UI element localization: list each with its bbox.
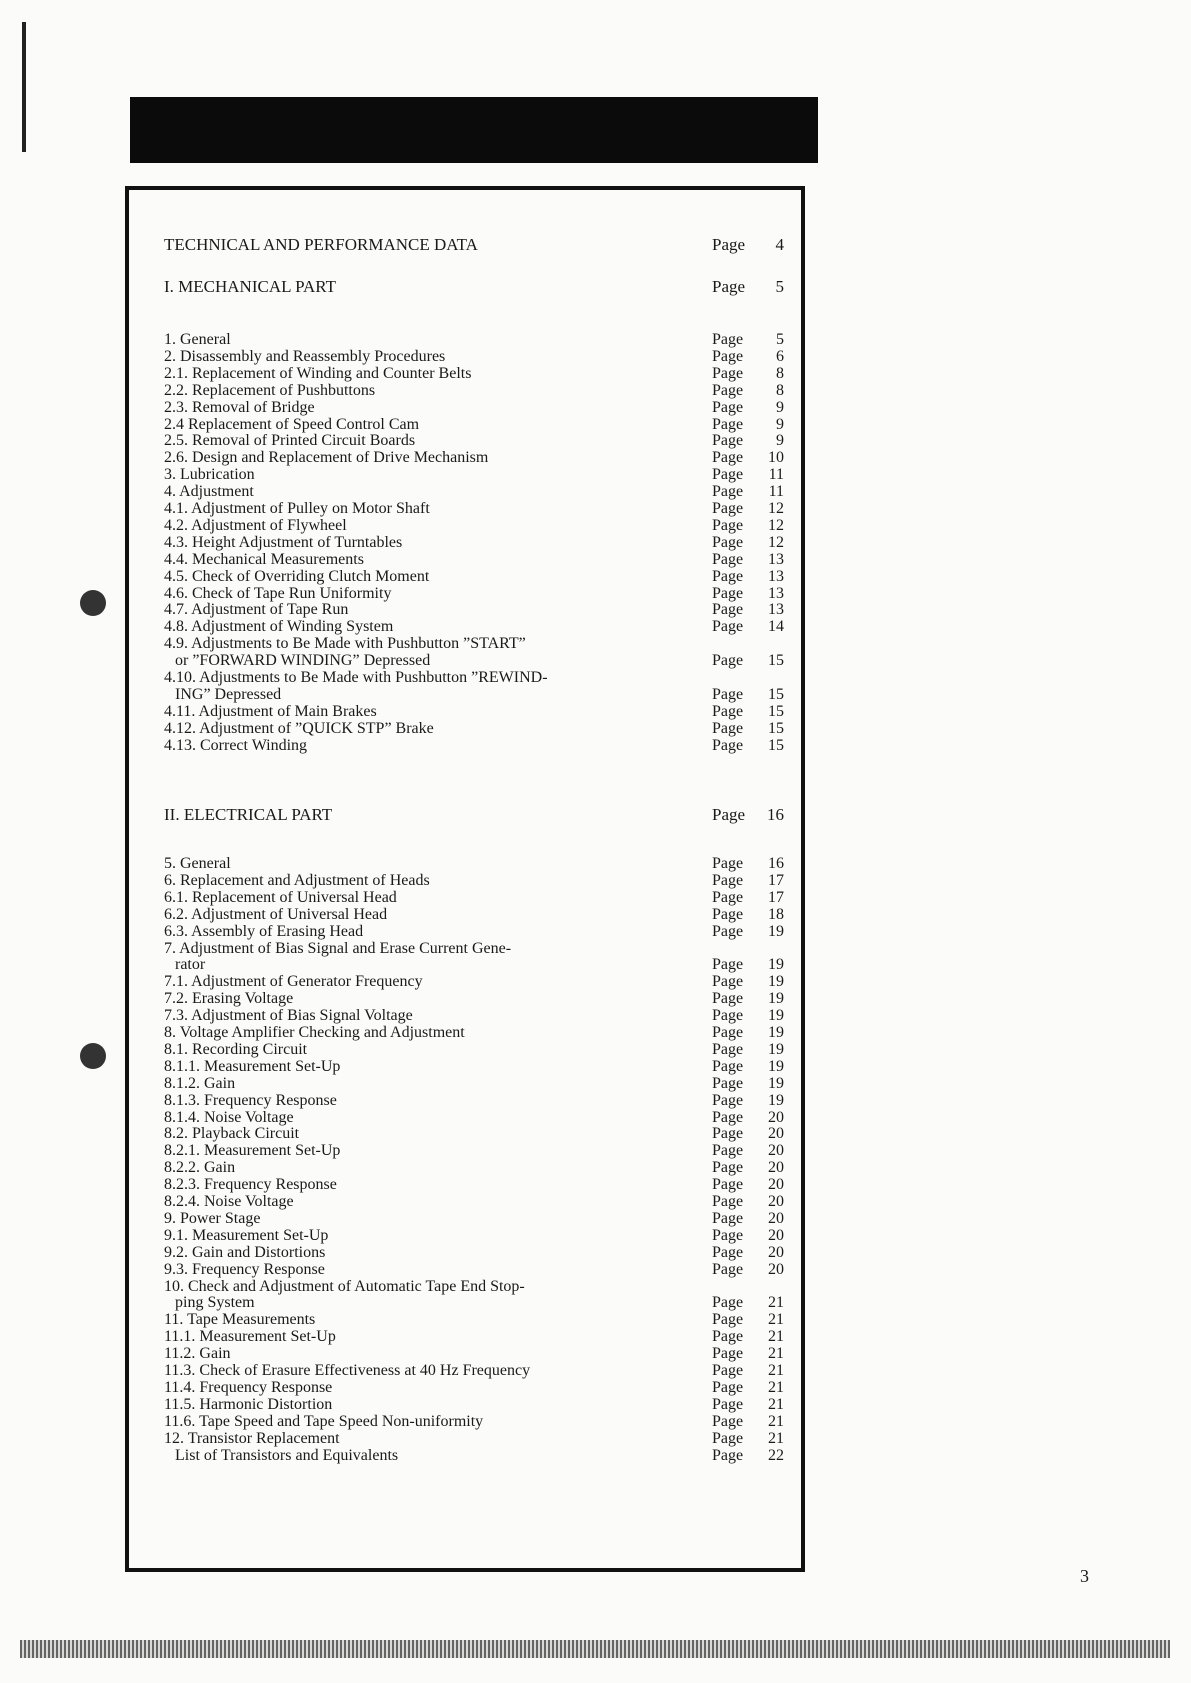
toc-page-number: 15 <box>768 702 784 720</box>
toc-entry <box>129 1092 801 1109</box>
toc-entry-title: 12. Transistor Replacement <box>164 1429 340 1447</box>
toc-entry <box>129 517 801 534</box>
toc-page-ref: Page 13 <box>712 584 784 602</box>
toc-page-number: 9 <box>776 398 784 416</box>
toc-entry <box>129 1447 801 1464</box>
toc-page-ref: Page 13 <box>712 550 784 568</box>
toc-entry-title: 2.4 Replacement of Speed Control Cam <box>164 415 420 433</box>
toc-page-ref: Page 13 <box>712 567 784 585</box>
toc-page-number: 19 <box>768 1074 784 1092</box>
toc-page-number: 4 <box>775 235 784 254</box>
toc-entry-title: 7.3. Adjustment of Bias Signal Voltage <box>164 1007 413 1025</box>
toc-page-number: 16 <box>767 805 784 824</box>
toc-entry-title: 11.6. Tape Speed and Tape Speed Non-uniformity <box>164 1412 484 1430</box>
toc-entry-title: 7. Adjustment of Bias Signal and Erase Current Gene- <box>164 939 512 957</box>
toc-page-number: 19 <box>768 956 784 974</box>
punch-hole-top <box>80 590 106 616</box>
toc-page-ref: Page 19 <box>712 1024 784 1041</box>
toc-entry-title: 8.2.4. Noise Voltage <box>164 1193 294 1210</box>
toc-page-number: 5 <box>775 277 784 296</box>
toc-page-number: 5 <box>776 331 784 348</box>
toc-page-number: 13 <box>768 584 784 602</box>
page-number: 3 <box>1080 1566 1089 1586</box>
toc-entry <box>129 449 801 466</box>
toc-entry-title: 8.2. Playback Circuit <box>164 1125 300 1143</box>
toc-page-ref: Page 15 <box>712 652 784 670</box>
toc-page-ref: Page 19 <box>712 922 784 940</box>
toc-entry-title: 3. Lubrication <box>164 466 255 484</box>
toc-page-number: 15 <box>768 685 784 703</box>
toc-entry <box>129 1379 801 1396</box>
toc-page-ref: Page 20 <box>712 1260 784 1278</box>
toc-entry <box>129 1294 801 1311</box>
toc-page-number: 21 <box>768 1378 784 1396</box>
toc-page-number: 20 <box>768 1226 784 1244</box>
toc-page-ref: Page 21 <box>712 1311 784 1329</box>
toc-page-number: 13 <box>768 601 784 619</box>
toc-entry-title: 6.2. Adjustment of Universal Head <box>164 905 388 923</box>
toc-page-number: 20 <box>768 1108 784 1126</box>
toc-entry-title: 4.11. Adjustment of Main Brakes <box>164 702 377 720</box>
toc-entry <box>129 1345 801 1362</box>
toc-page-number: 19 <box>768 1091 784 1109</box>
punch-hole-bottom <box>80 1043 106 1069</box>
toc-entry-title: 4.1. Adjustment of Pulley on Motor Shaft <box>164 500 430 517</box>
toc-entry <box>129 1328 801 1345</box>
toc-page-ref: Page 14 <box>712 618 784 636</box>
toc-entry <box>129 500 801 517</box>
toc-page-ref: Page 20 <box>712 1176 784 1194</box>
toc-page-number: 11 <box>768 483 784 501</box>
toc-section-heading <box>129 278 801 295</box>
toc-page-number: 20 <box>768 1193 784 1210</box>
toc-page-number: 9 <box>776 432 784 450</box>
toc-entry-title: 11.5. Harmonic Distortion <box>164 1395 333 1413</box>
toc-entry-title: 4.3. Height Adjustment of Turntables <box>164 533 403 551</box>
toc-entry-title: 9.1. Measurement Set-Up <box>164 1226 329 1244</box>
toc-entry-title: 4.9. Adjustments to Be Made with Pushbutton ”START” <box>164 635 526 653</box>
toc-entry-title: 4.6. Check of Tape Run Uniformity <box>164 584 392 602</box>
toc-page-ref: Page 12 <box>712 500 784 517</box>
toc-entry-title: 5. General <box>164 855 231 872</box>
toc-page-ref: Page 4 <box>712 235 784 254</box>
toc-page-number: 14 <box>768 618 784 636</box>
toc-entry <box>129 737 801 754</box>
toc-page-number: 19 <box>768 973 784 991</box>
toc-page-ref: Page 19 <box>712 1091 784 1109</box>
toc-entry <box>129 1024 801 1041</box>
scan-edge-mark <box>22 22 26 152</box>
toc-entry <box>129 1311 801 1328</box>
toc-entry <box>129 940 801 957</box>
toc-entry-title: 11.1. Measurement Set-Up <box>164 1328 336 1346</box>
toc-entry <box>129 720 801 737</box>
toc-entry <box>129 1362 801 1379</box>
toc-page-ref: Page 21 <box>712 1328 784 1346</box>
toc-page-ref: Page 5 <box>712 277 784 296</box>
toc-entry <box>129 551 801 568</box>
toc-entry <box>129 1278 801 1295</box>
toc-entry-title: 4.8. Adjustment of Winding System <box>164 618 394 636</box>
toc-entry-title: 8.1.1. Measurement Set-Up <box>164 1057 341 1075</box>
toc-entry-title: 8.2.2. Gain <box>164 1159 236 1177</box>
toc-page-ref: Page 16 <box>712 855 784 872</box>
toc-entry-title: 11.2. Gain <box>164 1345 231 1363</box>
toc-page-ref: Page 8 <box>712 381 784 399</box>
toc-entry-title: 4.12. Adjustment of ”QUICK STP” Brake <box>164 719 434 737</box>
toc-entry <box>129 1227 801 1244</box>
toc-entry-title: 2.5. Removal of Printed Circuit Boards <box>164 432 416 450</box>
toc-entry-title: 10. Check and Adjustment of Automatic Tape End Stop- <box>164 1277 525 1295</box>
toc-entry-title: 4.7. Adjustment of Tape Run <box>164 601 349 619</box>
toc-page-number: 19 <box>768 922 784 940</box>
toc-page-ref: Page 6 <box>712 347 784 365</box>
toc-page-number: 15 <box>768 719 784 737</box>
toc-page-ref: Page 11 <box>712 466 784 484</box>
toc-entry-title: 4.2. Adjustment of Flywheel <box>164 516 347 534</box>
toc-page-ref: Page 15 <box>712 702 784 720</box>
toc-page-ref: Page 19 <box>712 1007 784 1025</box>
toc-page-number: 12 <box>768 500 784 517</box>
toc-page-number: 12 <box>768 516 784 534</box>
toc-entry <box>129 1176 801 1193</box>
toc-entry <box>129 635 801 652</box>
toc-page-ref: Page 16 <box>712 805 784 824</box>
toc-entry-title: 4.5. Check of Overriding Clutch Moment <box>164 567 430 585</box>
toc-section-heading <box>129 806 801 823</box>
toc-page-number: 13 <box>768 567 784 585</box>
toc-entry <box>129 1125 801 1142</box>
toc-entry <box>129 466 801 483</box>
toc-entry <box>129 652 801 669</box>
toc-entry <box>129 1413 801 1430</box>
toc-entry <box>129 416 801 433</box>
toc-page-number: 20 <box>768 1243 784 1261</box>
toc-entry <box>129 1075 801 1092</box>
toc-entry <box>129 1193 801 1210</box>
toc-page-number: 20 <box>768 1125 784 1143</box>
toc-entry-title: 9. Power Stage <box>164 1209 261 1227</box>
toc-entry-title: or ”FORWARD WINDING” Depressed <box>175 652 431 670</box>
toc-page-ref: Page 20 <box>712 1125 784 1143</box>
toc-page-ref: Page 12 <box>712 516 784 534</box>
toc-page-number: 19 <box>768 1057 784 1075</box>
scan-bottom-strip <box>20 1640 1170 1658</box>
toc-page-ref: Page 20 <box>712 1142 784 1160</box>
toc-section-heading <box>129 236 801 253</box>
toc-entry <box>129 1058 801 1075</box>
toc-page-ref: Page 9 <box>712 415 784 433</box>
toc-entry-title: 4.13. Correct Winding <box>164 736 308 754</box>
toc-entry <box>129 956 801 973</box>
toc-page-number: 20 <box>768 1142 784 1160</box>
toc-entry-title: 11.3. Check of Erasure Effectiveness at 40 Hz Frequency <box>164 1362 531 1379</box>
toc-page-number: 17 <box>768 888 784 906</box>
toc-page-ref: Page 19 <box>712 1040 784 1058</box>
toc-entry <box>129 923 801 940</box>
toc-entry <box>129 399 801 416</box>
toc-page-ref: Page 19 <box>712 1074 784 1092</box>
toc-entry-title: 8.1. Recording Circuit <box>164 1040 308 1058</box>
toc-page-ref: Page 20 <box>712 1193 784 1210</box>
toc-page-number: 21 <box>768 1395 784 1413</box>
toc-entry-title: 6. Replacement and Adjustment of Heads <box>164 871 430 889</box>
toc-entry-title: I. MECHANICAL PART <box>164 277 336 296</box>
toc-page-number: 8 <box>776 381 784 399</box>
toc-page-number: 22 <box>768 1446 784 1464</box>
table-of-contents <box>125 186 805 1572</box>
toc-page-number: 12 <box>768 533 784 551</box>
toc-entry <box>129 382 801 399</box>
toc-page-number: 19 <box>768 990 784 1008</box>
toc-page-number: 21 <box>768 1328 784 1346</box>
toc-entry-title: 6.3. Assembly of Erasing Head <box>164 922 364 940</box>
toc-page-ref: Page 13 <box>712 601 784 619</box>
toc-page-ref: Page 17 <box>712 871 784 889</box>
toc-entry-title: 8.1.4. Noise Voltage <box>164 1108 294 1126</box>
toc-page-number: 21 <box>768 1311 784 1329</box>
toc-page-ref: Page 21 <box>712 1362 784 1379</box>
toc-page-number: 20 <box>768 1209 784 1227</box>
toc-entry <box>129 686 801 703</box>
toc-entry <box>129 703 801 720</box>
toc-entry-title: 2. Disassembly and Reassembly Procedures <box>164 347 446 365</box>
toc-entry-title: 2.3. Removal of Bridge <box>164 398 315 416</box>
toc-page-number: 20 <box>768 1260 784 1278</box>
toc-page-ref: Page 20 <box>712 1243 784 1261</box>
toc-entry-title: ping System <box>175 1294 255 1312</box>
toc-entry <box>129 483 801 500</box>
toc-entry <box>129 906 801 923</box>
toc-page-ref: Page 11 <box>712 483 784 501</box>
toc-page-number: 10 <box>768 449 784 467</box>
toc-entry-title: 1. General <box>164 331 231 348</box>
toc-page-ref: Page 20 <box>712 1108 784 1126</box>
toc-entry <box>129 669 801 686</box>
toc-entry <box>129 1210 801 1227</box>
toc-entry-title: rator <box>175 956 206 974</box>
toc-entry-title: 6.1. Replacement of Universal Head <box>164 888 397 906</box>
toc-page-number: 11 <box>768 466 784 484</box>
toc-entry <box>129 601 801 618</box>
toc-entry-title: 9.2. Gain and Distortions <box>164 1243 326 1261</box>
toc-page-number: 21 <box>768 1345 784 1363</box>
toc-entry-title: 2.6. Design and Replacement of Drive Mechanism <box>164 449 489 467</box>
toc-entry <box>129 1007 801 1024</box>
toc-page-number: 20 <box>768 1159 784 1177</box>
toc-page-ref: Page 15 <box>712 685 784 703</box>
toc-entry <box>129 331 801 348</box>
toc-entry-title: 9.3. Frequency Response <box>164 1260 325 1278</box>
toc-entry <box>129 618 801 635</box>
toc-entry <box>129 973 801 990</box>
toc-entry <box>129 1109 801 1126</box>
toc-page-number: 20 <box>768 1176 784 1194</box>
toc-page-number: 21 <box>768 1429 784 1447</box>
toc-entry <box>129 585 801 602</box>
toc-page-number: 18 <box>768 905 784 923</box>
header-bar <box>130 97 818 163</box>
toc-page-ref: Page 22 <box>712 1446 784 1464</box>
toc-page-number: 19 <box>768 1007 784 1025</box>
toc-page-number: 15 <box>768 652 784 670</box>
toc-entry <box>129 1261 801 1278</box>
toc-entry-title: 7.2. Erasing Voltage <box>164 990 294 1008</box>
toc-page-number: 21 <box>768 1412 784 1430</box>
toc-page-ref: Page 21 <box>712 1412 784 1430</box>
toc-entry <box>129 1041 801 1058</box>
toc-entry <box>129 1159 801 1176</box>
toc-page-ref: Page 15 <box>712 736 784 754</box>
toc-page-ref: Page 21 <box>712 1294 784 1312</box>
toc-entry <box>129 872 801 889</box>
toc-entry <box>129 432 801 449</box>
toc-entry-title: 11. Tape Measurements <box>164 1311 316 1329</box>
toc-page-number: 19 <box>768 1040 784 1058</box>
toc-page-number: 13 <box>768 550 784 568</box>
toc-entry <box>129 365 801 382</box>
toc-page-ref: Page 19 <box>712 990 784 1008</box>
toc-page-number: 19 <box>768 1024 784 1041</box>
toc-entry-title: List of Transistors and Equivalents <box>175 1446 399 1464</box>
toc-page-ref: Page 18 <box>712 905 784 923</box>
toc-page-ref: Page 8 <box>712 364 784 382</box>
toc-entry-title: 8. Voltage Amplifier Checking and Adjustment <box>164 1024 465 1041</box>
toc-page-ref: Page 21 <box>712 1395 784 1413</box>
toc-page-ref: Page 10 <box>712 449 784 467</box>
toc-entry <box>129 534 801 551</box>
toc-page-number: 9 <box>776 415 784 433</box>
toc-page-ref: Page 9 <box>712 398 784 416</box>
toc-entry-title: ING” Depressed <box>175 685 282 703</box>
toc-entry <box>129 1396 801 1413</box>
toc-page-number: 17 <box>768 871 784 889</box>
toc-entry <box>129 889 801 906</box>
toc-entry-title: 4.4. Mechanical Measurements <box>164 550 364 568</box>
toc-page-ref: Page 5 <box>712 331 784 348</box>
toc-page-number: 15 <box>768 736 784 754</box>
toc-entry-title: 11.4. Frequency Response <box>164 1378 333 1396</box>
toc-page-number: 6 <box>776 347 784 365</box>
toc-entry <box>129 1142 801 1159</box>
toc-page-ref: Page 21 <box>712 1345 784 1363</box>
toc-page-number: 21 <box>768 1294 784 1312</box>
toc-page-ref: Page 19 <box>712 1057 784 1075</box>
toc-entry-title: 8.1.2. Gain <box>164 1074 236 1092</box>
toc-entry <box>129 1244 801 1261</box>
toc-page-ref: Page 19 <box>712 956 784 974</box>
toc-page-ref: Page 12 <box>712 533 784 551</box>
toc-entry-title: 2.1. Replacement of Winding and Counter Belts <box>164 364 472 382</box>
toc-page-ref: Page 20 <box>712 1159 784 1177</box>
toc-page-ref: Page 15 <box>712 719 784 737</box>
toc-entry <box>129 855 801 872</box>
toc-entry-title: II. ELECTRICAL PART <box>164 805 333 824</box>
toc-entry <box>129 1430 801 1447</box>
toc-page-ref: Page 20 <box>712 1226 784 1244</box>
toc-page-number: 16 <box>768 855 784 872</box>
toc-entry <box>129 990 801 1007</box>
toc-entry-title: 8.1.3. Frequency Response <box>164 1091 337 1109</box>
toc-page-number: 21 <box>768 1362 784 1379</box>
toc-page-ref: Page 9 <box>712 432 784 450</box>
toc-entry-title: 4. Adjustment <box>164 483 254 501</box>
toc-entry-title: 2.2. Replacement of Pushbuttons <box>164 381 376 399</box>
toc-entry <box>129 348 801 365</box>
toc-page-ref: Page 21 <box>712 1378 784 1396</box>
toc-entry-title: TECHNICAL AND PERFORMANCE DATA <box>164 235 478 254</box>
toc-entry-title: 8.2.1. Measurement Set-Up <box>164 1142 341 1160</box>
toc-entry-title: 7.1. Adjustment of Generator Frequency <box>164 973 423 991</box>
toc-entry-title: 4.10. Adjustments to Be Made with Pushbutton ”REWIND- <box>164 669 548 686</box>
toc-page-number: 8 <box>776 364 784 382</box>
toc-page-ref: Page 17 <box>712 888 784 906</box>
toc-entry <box>129 568 801 585</box>
toc-page-ref: Page 19 <box>712 973 784 991</box>
toc-entry-title: 8.2.3. Frequency Response <box>164 1176 337 1194</box>
toc-page-ref: Page 20 <box>712 1209 784 1227</box>
toc-page-ref: Page 21 <box>712 1429 784 1447</box>
